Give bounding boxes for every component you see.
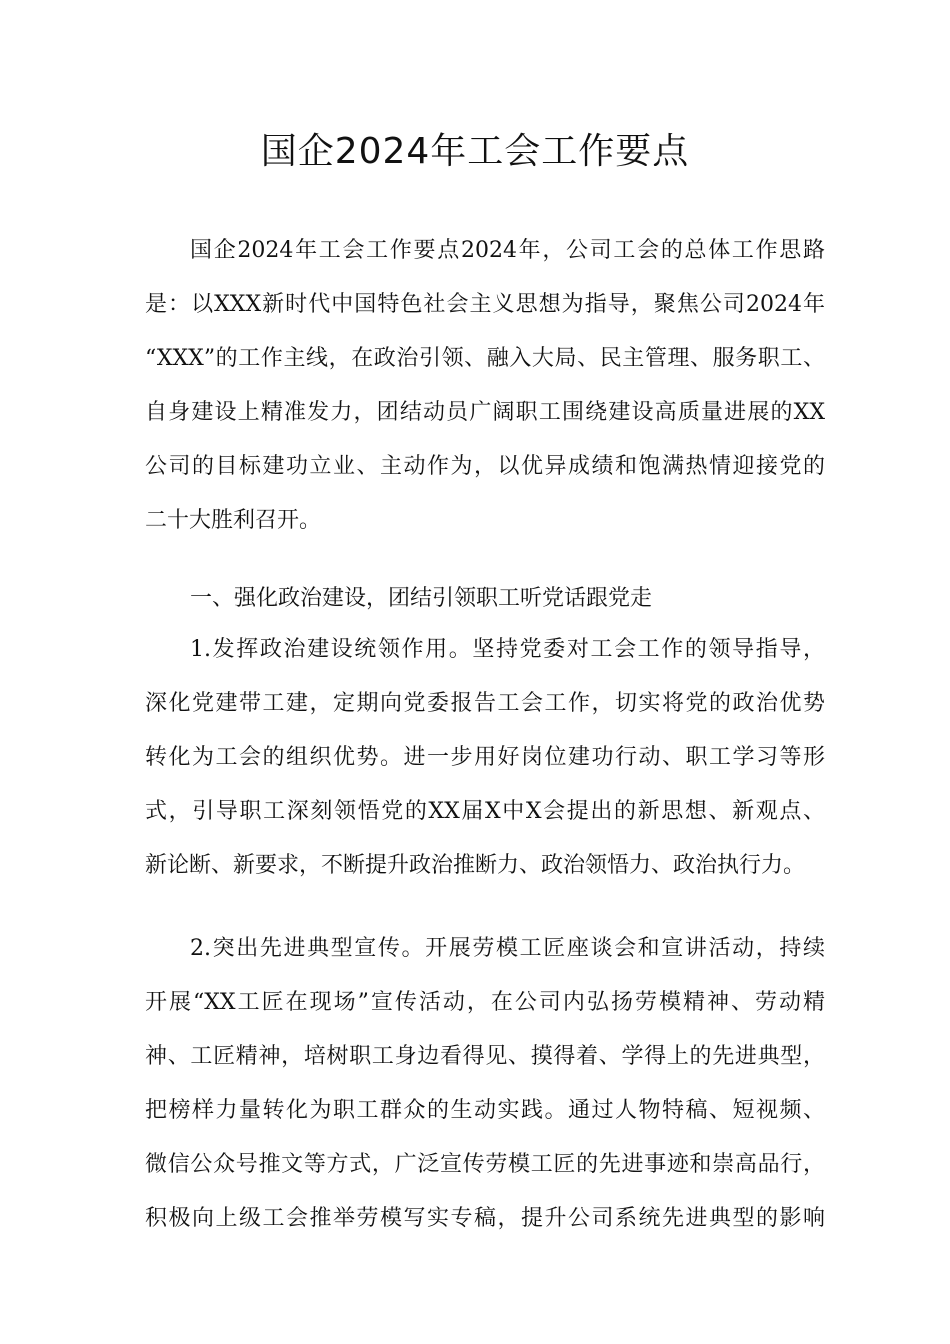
intro-line: 自身建设上精准发力，团结动员广阔职工围绕建设高质量进展的XX	[145, 400, 825, 425]
item-2-line: 积极向上级工会推举劳模写实专稿，提升公司系统先进典型的影响	[145, 1206, 825, 1231]
item-1-line: 转化为工会的组织优势。进一步用好岗位建功行动、职工学习等形	[145, 745, 825, 770]
item-2-line: 把榜样力量转化为职工群众的生动实践。通过人物特稿、短视频、	[145, 1098, 825, 1123]
intro-line: 国企2024年工会工作要点2024年，公司工会的总体工作思路	[190, 238, 825, 263]
item-1-line: 深化党建带工建，定期向党委报告工会工作，切实将党的政治优势	[145, 691, 825, 716]
item-2-paragraph	[145, 922, 825, 1246]
item-1-line: 新论断、新要求，不断提升政治推断力、政治领悟力、政治执行力。	[145, 853, 806, 878]
intro-line: 二十大胜利召开。	[145, 508, 322, 533]
document-title: 国企2024年工会工作要点	[260, 131, 690, 172]
item-2-line: 微信公众号推文等方式，广泛宣传劳模工匠的先进事迹和崇高品行，	[145, 1152, 825, 1177]
intro-paragraph	[145, 224, 825, 548]
intro-line: 公司的目标建功立业、主动作为，以优异成绩和饱满热情迎接党的	[145, 454, 825, 479]
item-1-line: 1.发挥政治建设统领作用。坚持党委对工会工作的领导指导，	[190, 637, 825, 662]
item-2-line: 开展“XX工匠在现场”宣传活动，在公司内弘扬劳模精神、劳动精	[145, 990, 825, 1015]
section-heading: 一、强化政治建设，团结引领职工听党话跟党走	[190, 586, 653, 611]
item-1-paragraph	[145, 623, 825, 893]
intro-line: “XXX”的工作主线，在政治引领、融入大局、民主管理、服务职工、	[145, 346, 825, 371]
item-1-line: 式，引导职工深刻领悟党的XX届X中X会提出的新思想、新观点、	[145, 799, 825, 824]
item-2-line: 神、工匠精神，培树职工身边看得见、摸得着、学得上的先进典型，	[145, 1044, 825, 1069]
intro-line: 是：以XXX新时代中国特色社会主义思想为指导，聚焦公司2024年	[145, 292, 825, 317]
item-2-line: 2.突出先进典型宣传。开展劳模工匠座谈会和宣讲活动，持续	[190, 936, 825, 961]
section-1-heading-block	[145, 572, 825, 626]
